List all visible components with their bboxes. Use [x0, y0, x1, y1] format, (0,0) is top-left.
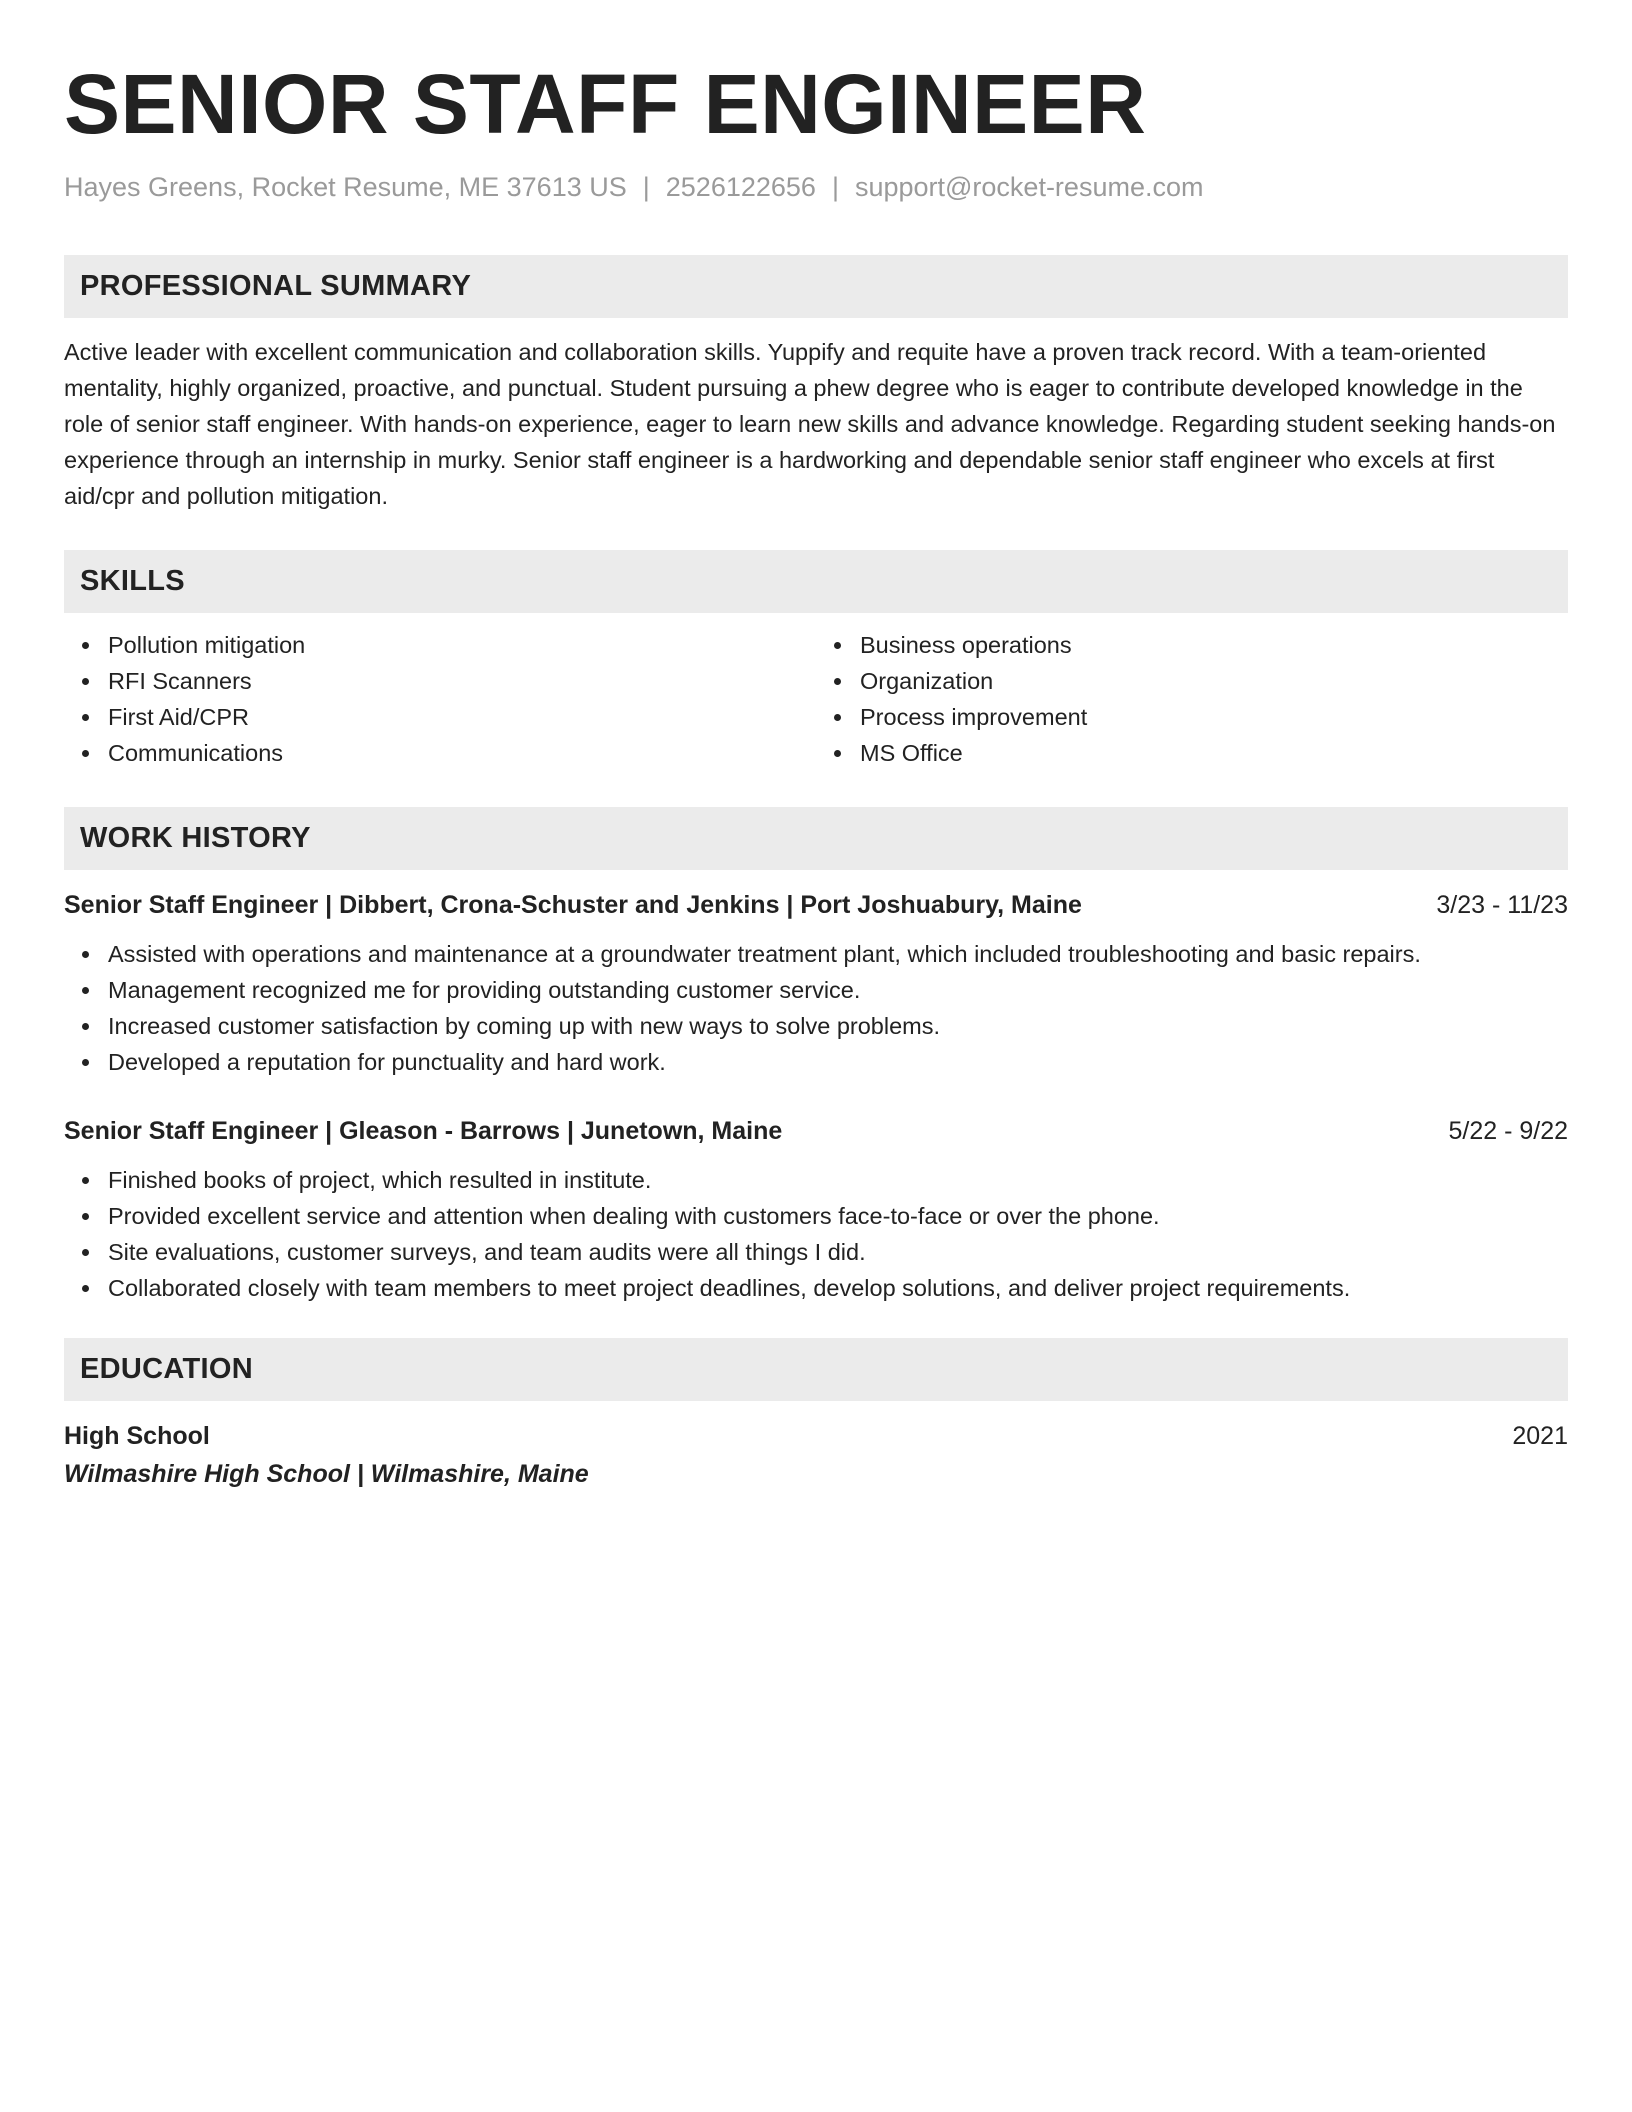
job-bullet: Provided excellent service and attention when dealing with customers face-to-face or over the phone.	[108, 1198, 1568, 1234]
job-bullet: Finished books of project, which resulted in institute.	[108, 1162, 1568, 1198]
skill-item: Process improvement	[860, 699, 1568, 735]
education-degree: High School	[64, 1422, 210, 1450]
contact-email: support@rocket-resume.com	[854, 172, 1204, 202]
skill-item: MS Office	[860, 735, 1568, 771]
work-history-heading: WORK HISTORY	[64, 807, 1568, 870]
resume-title: SENIOR STAFF ENGINEER	[64, 57, 1147, 151]
summary-text: Active leader with excellent communication and collaboration skills. Yuppify and requite have a proven track record. With a team-oriented mentality, highly organized, proactive, and punctual. Student pursuing a phew degree who is eager to contribute developed knowledge in the role of senior staff engineer. With hands-on experience, eager to learn new skills and advance knowledge. Regarding student seeking hands-on experience through an internship in murky. Senior staff engineer is a hardworking and dependable senior staff engineer who excels at first aid/cpr and pollution mitigation.	[64, 339, 1556, 509]
job-bullet: Increased customer satisfaction by coming up with new ways to solve problems.	[108, 1008, 1568, 1044]
education-year: 2021	[1512, 1422, 1568, 1450]
job-title: Senior Staff Engineer | Dibbert, Crona-Schuster and Jenkins | Port Joshuabury, Maine	[64, 891, 1082, 919]
skills-heading: SKILLS	[64, 550, 1568, 613]
education-header	[64, 1419, 1568, 1453]
contact-separator: |	[831, 172, 839, 202]
skills-column-right	[816, 627, 1568, 771]
job-dates: 5/22 - 9/22	[1448, 1117, 1568, 1145]
education-heading: EDUCATION	[64, 1338, 1568, 1401]
job-bullets	[64, 936, 1568, 1080]
job-title: Senior Staff Engineer | Gleason - Barrows | Junetown, Maine	[64, 1117, 783, 1145]
skills-column-left	[64, 627, 816, 771]
job-entry	[64, 1114, 1568, 1306]
skill-item: First Aid/CPR	[108, 699, 816, 735]
job-bullet: Site evaluations, customer surveys, and team audits were all things I did.	[108, 1234, 1568, 1270]
job-header	[64, 1114, 1568, 1148]
contact-phone: 2526122656	[665, 172, 816, 202]
job-bullet: Developed a reputation for punctuality and hard work.	[108, 1044, 1568, 1080]
summary-heading: PROFESSIONAL SUMMARY	[64, 255, 1568, 318]
skills-grid	[64, 627, 1568, 771]
job-bullet: Management recognized me for providing outstanding customer service.	[108, 972, 1568, 1008]
job-header	[64, 888, 1568, 922]
skill-item: Business operations	[860, 627, 1568, 663]
education-entry	[64, 1419, 1568, 1492]
job-dates: 3/23 - 11/23	[1436, 891, 1568, 919]
resume-page	[64, 0, 1568, 1492]
job-bullets	[64, 1162, 1568, 1306]
contact-address: Hayes Greens, Rocket Resume, ME 37613 US	[64, 172, 627, 202]
skill-item: Organization	[860, 663, 1568, 699]
skill-item: Communications	[108, 735, 816, 771]
education-school: Wilmashire High School | Wilmashire, Maine	[64, 1460, 589, 1488]
job-bullet: Collaborated closely with team members to meet project deadlines, develop solutions, and deliver project requirements.	[108, 1270, 1568, 1306]
skill-item: RFI Scanners	[108, 663, 816, 699]
job-bullet: Assisted with operations and maintenance at a groundwater treatment plant, which included troubleshooting and basic repairs.	[108, 936, 1568, 972]
job-entry	[64, 888, 1568, 1080]
contact-separator: |	[642, 172, 650, 202]
contact-line	[64, 170, 1568, 204]
skill-item: Pollution mitigation	[108, 627, 816, 663]
